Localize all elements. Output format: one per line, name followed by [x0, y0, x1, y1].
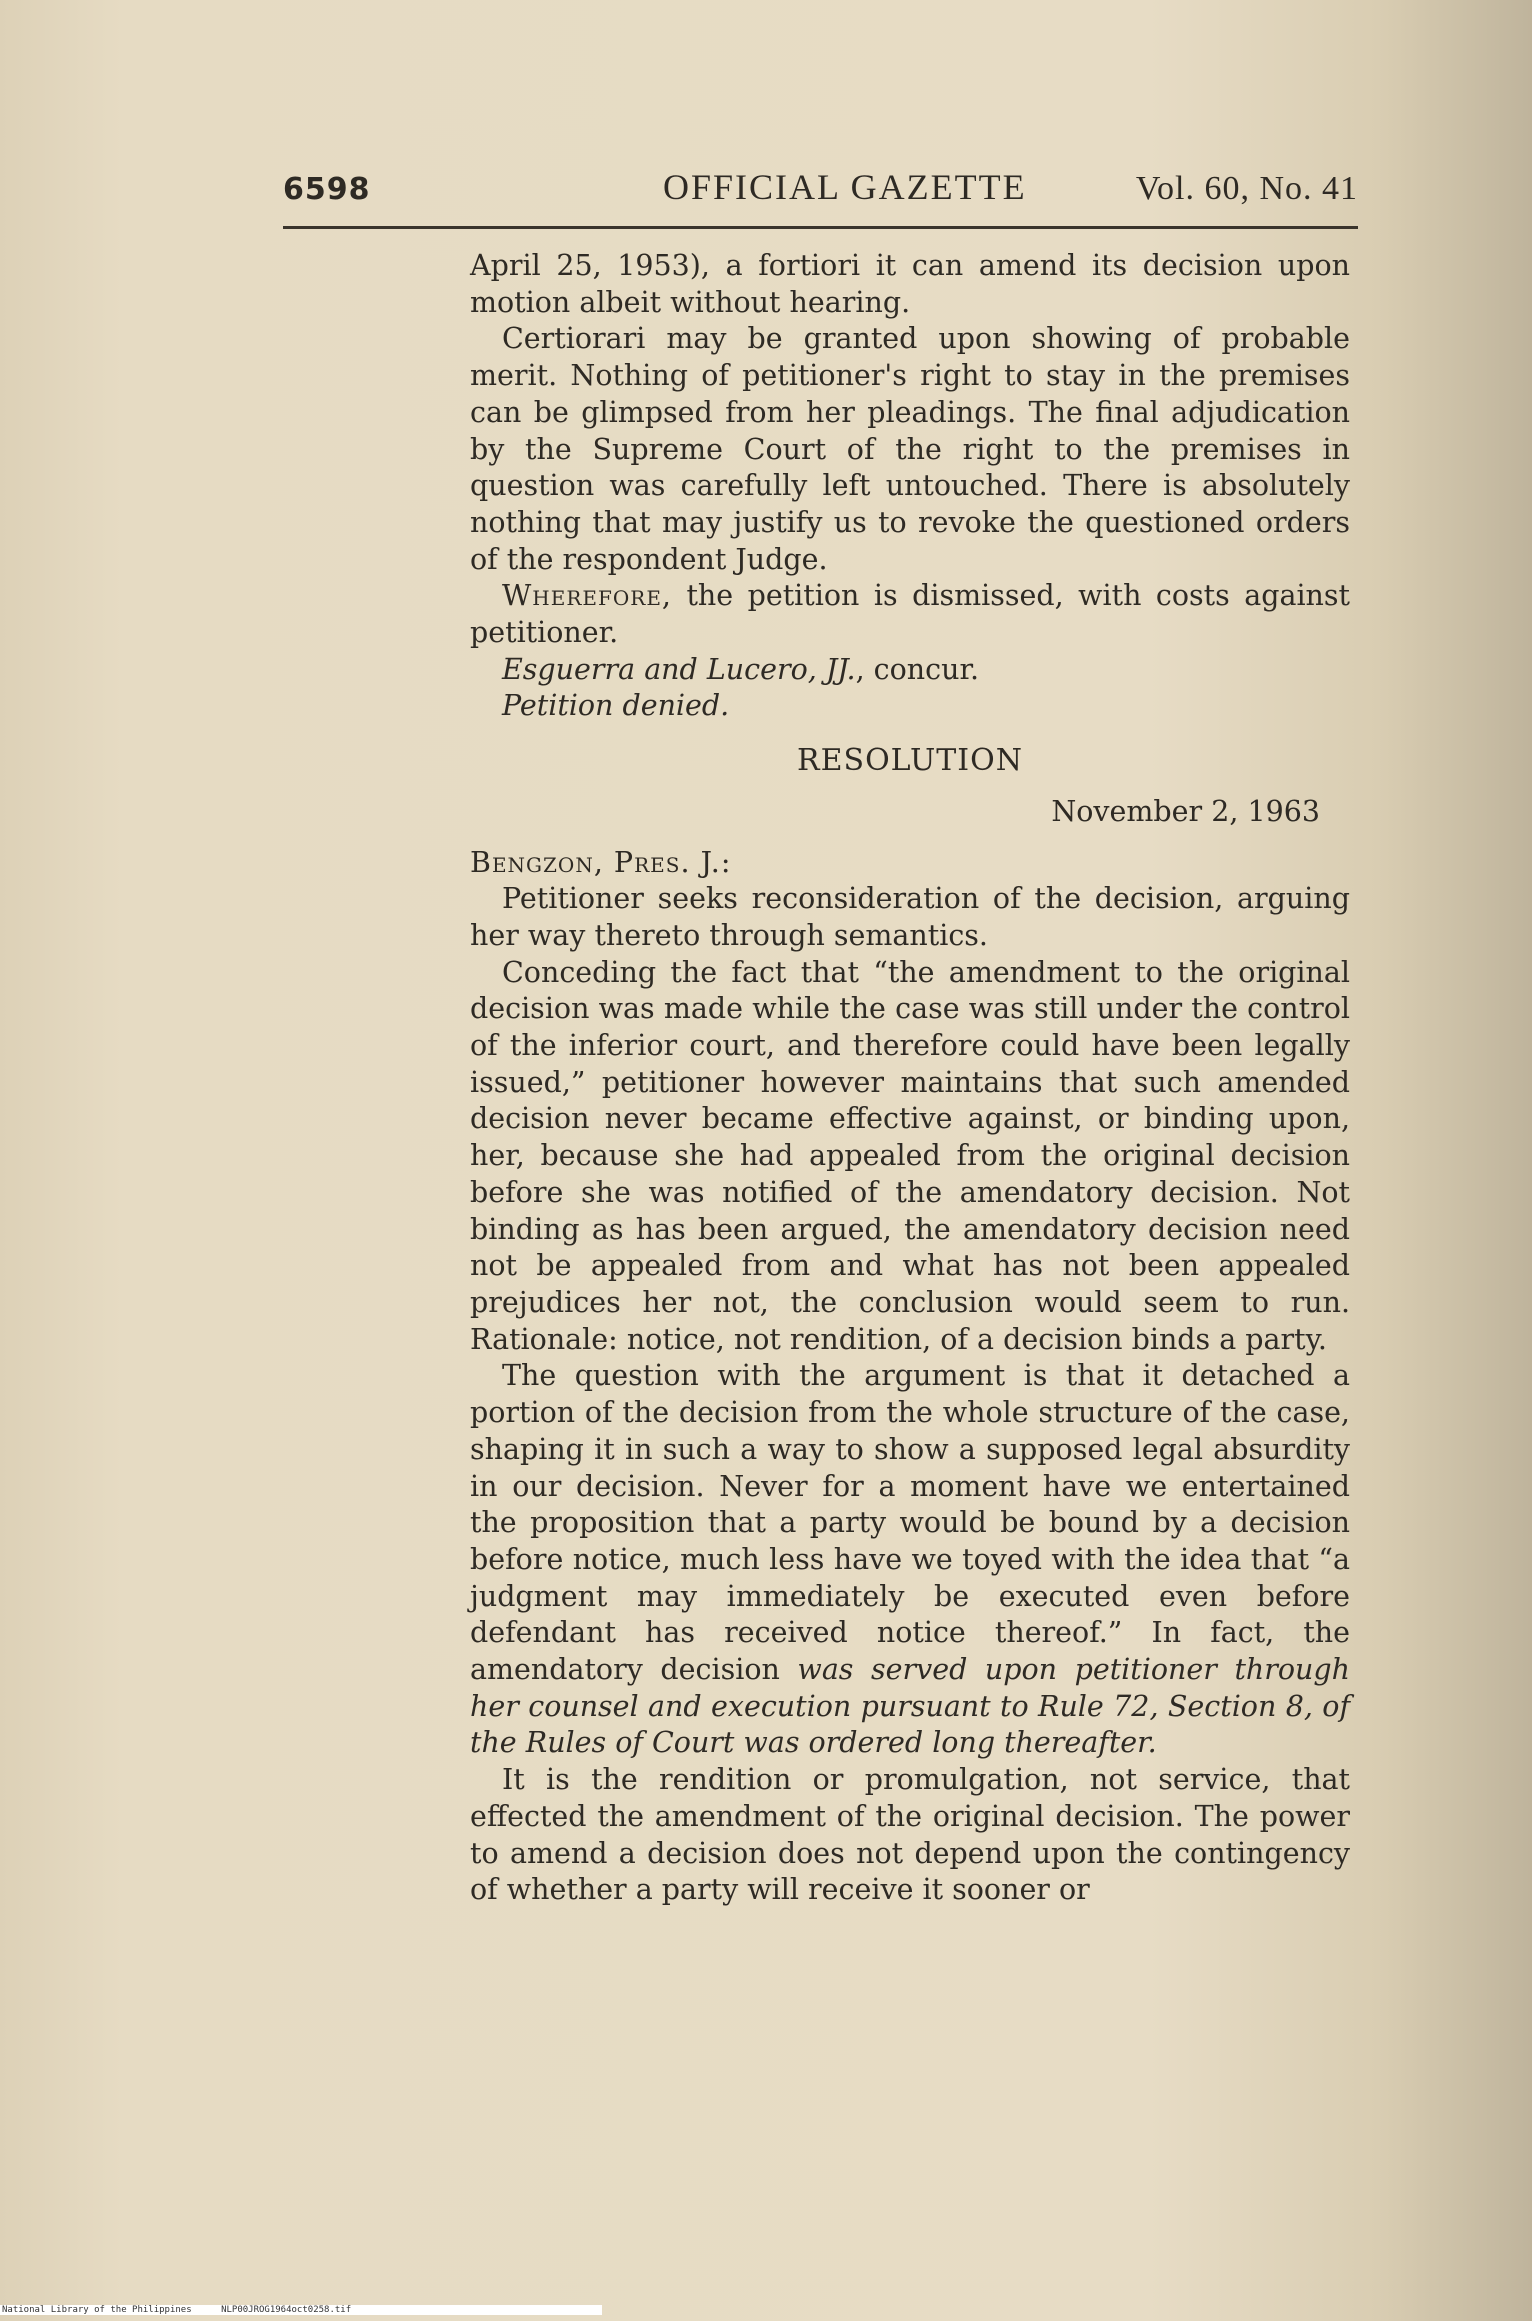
concurring-justices: Esguerra and Lucero, JJ. — [502, 652, 856, 686]
resolution-date: November 2, 1963 — [1051, 794, 1320, 828]
scan-footer — [0, 2305, 602, 2315]
page-number: 6598 — [283, 172, 371, 207]
resolution-heading: RESOLUTION — [797, 743, 1023, 779]
paragraph-concurrence — [470, 652, 1350, 689]
page-header — [283, 166, 1358, 212]
footer-library: National Library of the Philippines — [2, 2305, 192, 2315]
resolution-paragraph-1: Petitioner seeks reconsideration of the decision, arguing her way thereto through semantics. — [470, 882, 1350, 952]
resolution-paragraph-3-italic: was served upon petitioner through her counsel and execution pursuant to Rule 72, Section 8, of the Rules of Court was ordered long thereafter. — [470, 1653, 1350, 1760]
footer-file: NLP00JROG1964oct0258.tif — [221, 2305, 352, 2315]
paragraph-result: Petition denied. — [502, 689, 730, 723]
paragraph-certiorari: Certiorari may be granted upon showing of probable merit. Nothing of petitioner's right to stay in the premises can be glimpsed from her pleadings. The final adjudication by the Supreme Court of the right to the premises in question was carefully left untouched. There is absolutely nothing that may justify us to revoke the questioned orders of the respondent Judge. — [470, 322, 1350, 576]
resolution-author: Bengzon, Pres. J.: — [470, 845, 732, 879]
body-text — [470, 248, 1350, 1909]
concur-text: , concur. — [855, 652, 980, 686]
disposition-text: the petition is dismissed, with costs against petitioner. — [470, 579, 1350, 650]
paragraph-disposition — [470, 578, 1350, 651]
header-rule — [283, 226, 1358, 229]
resolution-paragraph-3 — [470, 1358, 1350, 1762]
resolution-paragraph-4: It is the rendition or promulgation, not service, that effected the amendment of the original decision. The power to amend a decision does not depend upon the contingency of whether a party will receive it sooner or — [470, 1763, 1350, 1907]
resolution-paragraph-3-text: The question with the argument is that it detached a portion of the decision from the whole structure of the case, shaping it in such a way to show a supposed legal absurdity in our decision. Never for a moment have we entertained the proposition that a party would be bound by a decision before notice, much less have we toyed with the idea that “a judgment may immediately be executed even before defendant has received notice thereof.” In fact, the amendatory decision — [470, 1359, 1350, 1687]
wherefore-lead: Wherefore, — [502, 579, 672, 613]
paragraph-continuation: April 25, 1953), a fortiori it can amend its decision upon motion albeit without hearing. — [470, 249, 1350, 319]
resolution-paragraph-2: Conceding the fact that “the amendment to the original decision was made while the case was still under the control of the inferior court, and therefore could have been legally issued,” petitioner however maintains that such amended decision never became effective against, or binding upon, her, because she had appealed from the original decision before she was notified of the amendatory decision. Not binding as has been argued, the amendatory decision need not be appealed from and what has not been appealed prejudices her not, the conclusion would seem to run. Rationale: notice, not rendition, of a decision binds a party. — [470, 955, 1350, 1356]
publication-title: OFFICIAL GAZETTE — [663, 167, 1027, 207]
volume-label: Vol. 60, No. 41 — [1135, 170, 1358, 207]
